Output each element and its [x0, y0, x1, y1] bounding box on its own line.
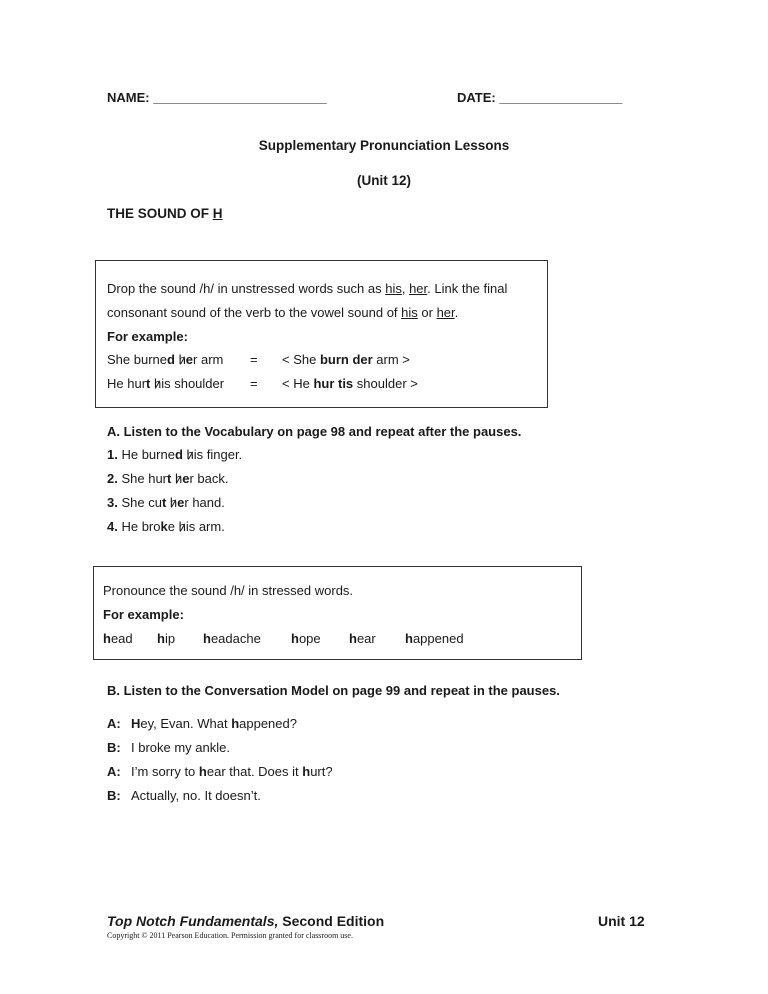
struck-h: h: [178, 352, 186, 367]
box1-example-2-linked: < He hur tis shoulder >: [282, 376, 418, 391]
vocab-item-4: 4. He broke his arm.: [107, 519, 225, 534]
box2-example-label: For example:: [103, 607, 184, 622]
box1-example-1-linked: < She burn der arm >: [282, 352, 410, 367]
box1-example-2-eq: =: [250, 376, 258, 391]
box2-word-1: head: [103, 631, 133, 646]
footer-book-title: Top Notch Fundamentals, Second Edition: [107, 913, 385, 929]
name-label: NAME:: [107, 90, 150, 105]
section-heading: THE SOUND OF H: [107, 206, 223, 221]
vocab-item-3: 3. She cut her hand.: [107, 495, 225, 510]
struck-h: h: [178, 519, 186, 534]
conversation-line-4: B: Actually, no. It doesn’t.: [107, 788, 261, 803]
box2-line1: Pronounce the sound /h/ in stressed words.: [103, 583, 354, 598]
box2-word-5: hear: [349, 631, 376, 646]
box1-example-2: He hurt his shoulder: [107, 376, 225, 391]
date-line: _________________: [499, 90, 623, 105]
box2-word-3: headache: [203, 631, 261, 646]
struck-h: h: [153, 376, 162, 391]
date-label: DATE:: [457, 90, 496, 105]
box1-example-1: She burned her arm: [107, 352, 224, 367]
vocab-item-2: 2. She hurt her back.: [107, 471, 229, 486]
footer-copyright: Copyright © 2011 Pearson Education. Permission granted for classroom use.: [107, 931, 353, 940]
box1-example-1-eq: =: [250, 352, 258, 367]
unit-heading: (Unit 12): [357, 173, 411, 188]
vocab-item-1: 1. He burned his finger.: [107, 447, 243, 462]
name-line: ________________________: [153, 90, 327, 105]
footer-unit: Unit 12: [598, 913, 645, 929]
section-a-heading: A. Listen to the Vocabulary on page 98 and repeat after the pauses.: [107, 424, 522, 439]
box1-line2: consonant sound of the verb to the vowel sound of his or her.: [107, 305, 459, 320]
box2-word-6: happened: [405, 631, 464, 646]
conversation-line-3: A: I’m sorry to hear that. Does it hurt?: [107, 764, 333, 779]
struck-h: h: [169, 495, 178, 510]
box2-word-2: hip: [157, 631, 176, 646]
box1-example-label: For example:: [107, 329, 188, 344]
section-b-heading: B. Listen to the Conversation Model on page 99 and repeat in the pauses.: [107, 683, 560, 698]
name-field: [107, 90, 327, 105]
conversation-line-2: B: I broke my ankle.: [107, 740, 230, 755]
struck-h: h: [186, 447, 194, 462]
date-field: [457, 90, 622, 105]
page-title: Supplementary Pronunciation Lessons: [258, 138, 510, 153]
box1-line1: Drop the sound /h/ in unstressed words such as his, her. Link the final: [107, 281, 508, 296]
conversation-line-1: A: Hey, Evan. What happened?: [107, 716, 297, 731]
struck-h: h: [174, 471, 183, 486]
box2-word-4: hope: [291, 631, 321, 646]
